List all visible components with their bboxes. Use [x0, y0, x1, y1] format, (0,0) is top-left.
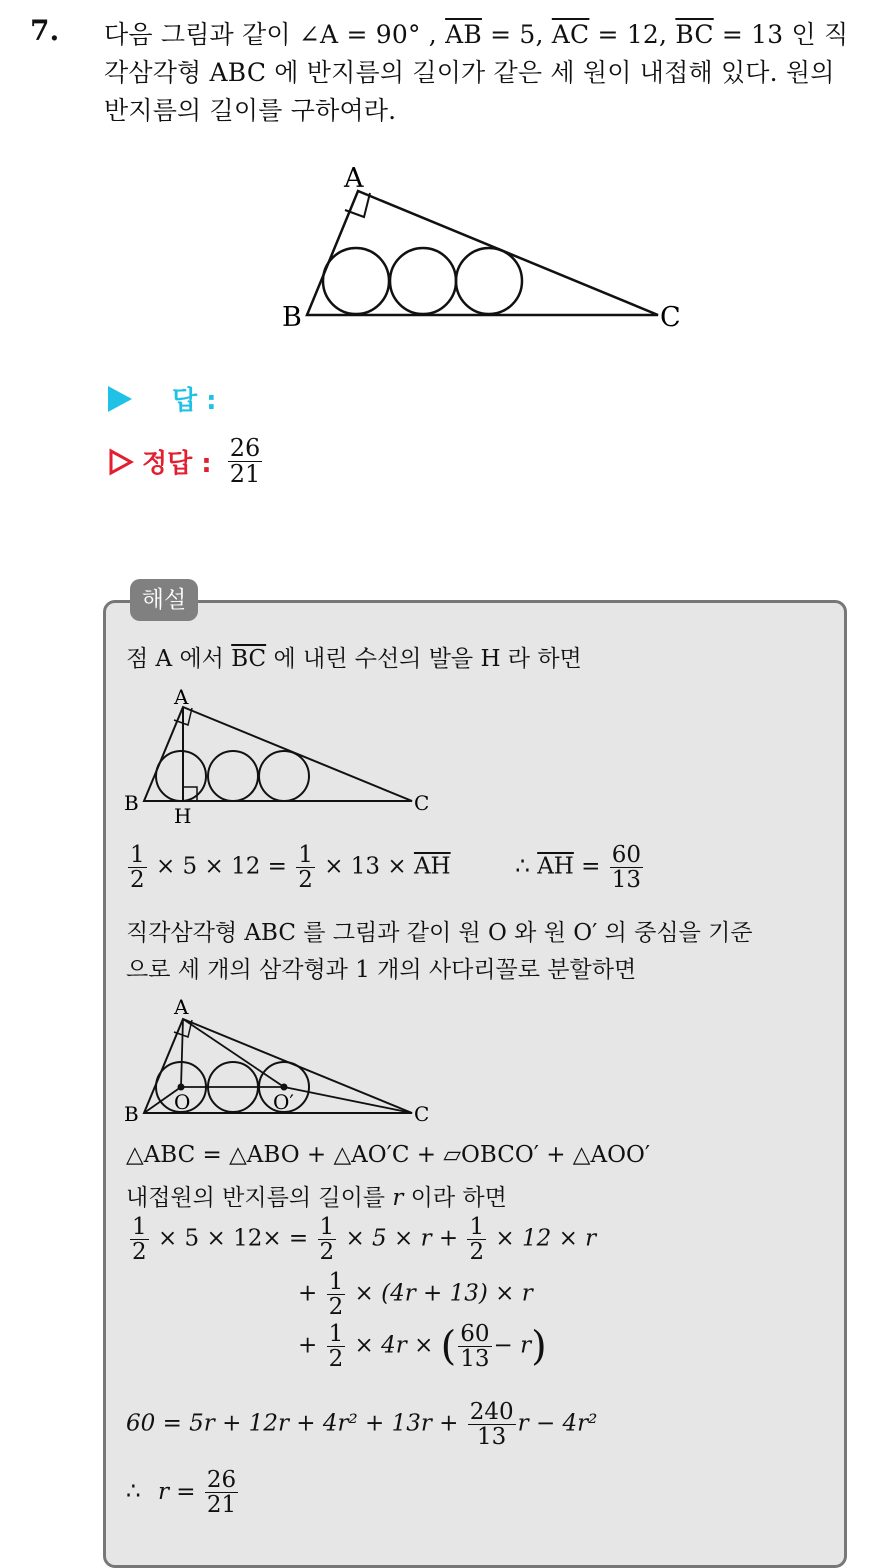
- answer-key-label: 정답 :: [142, 449, 212, 480]
- svg-text:C: C: [414, 791, 430, 815]
- label-b: B: [282, 302, 302, 333]
- svg-text:A: A: [174, 685, 189, 709]
- play-triangle-icon: [108, 386, 132, 412]
- solution-line-3: 으로 세 개의 삼각형과 1 개의 사다리꼴로 분할하면: [126, 957, 637, 983]
- equation-1: $\frac{1}{2}$ × 5 × 12 = $\frac{1}{2}$ × $13 \times \overline{AH}$ ∴ $\overline{AH}$ = $\frac{60}{13}$: [130, 842, 642, 894]
- segment-ac: $\overline{AC}$: [551, 20, 590, 49]
- solution-badge: 해설: [130, 579, 198, 621]
- solution-line-5: 내접원의 반지름의 길이를 r 이라 하면: [126, 1185, 507, 1211]
- equation-3: 60 = 5r + 12r + 4r² + 13r + $\frac{240}{13}$ r − 4r²: [126, 1399, 598, 1451]
- label-a: A: [344, 163, 364, 194]
- answer-key-fraction: $\frac{26}{21}$: [229, 434, 261, 489]
- svg-text:C: C: [414, 1102, 430, 1126]
- triangle-figure: [270, 155, 700, 345]
- segment-bc: $\overline{BC}$: [675, 20, 714, 49]
- question-line-3: 반지름의 길이를 구하여라.: [104, 96, 397, 125]
- svg-text:A: A: [174, 995, 189, 1019]
- svg-text:B: B: [124, 791, 139, 815]
- answer-label: 답 :: [172, 386, 217, 416]
- equation-2-line-1: $\frac{1}{2}$ × 5 × 12× = $\frac{1}{2}$ × 5 × r + $\frac{1}{2}$ × 12 × r: [132, 1214, 597, 1266]
- segment-ab: $\overline{AB}$: [445, 20, 482, 49]
- circle-2: [390, 248, 456, 314]
- question-number: 7.: [30, 14, 60, 47]
- answer-key-row: [108, 436, 264, 487]
- circle-1: [323, 248, 389, 314]
- solution-line-1: 점 A 에서 $\overline{BC}$ 에 내린 수선의 발을 H 라 하면: [126, 646, 582, 672]
- outline-triangle-icon: [108, 448, 134, 476]
- question-line-1: 다음 그림과 같이 ∠A = 90° , $\overline{AB} = 5$, $\overline{AC} = 12$, $\overline{BC} = 13$ 인 직: [104, 20, 849, 49]
- svg-text:B: B: [124, 1102, 139, 1126]
- solution-figure-1: [122, 683, 442, 833]
- svg-text:H: H: [174, 804, 192, 828]
- label-c: C: [660, 302, 681, 333]
- equation-2-line-2: + $\frac{1}{2}$ × (4r + 13) × r: [298, 1269, 533, 1321]
- answer-row: [108, 380, 217, 417]
- circle-3: [456, 248, 522, 314]
- area-decomposition: △ABC = △ABO + △AO′C + ▱OBCO′ + △AOO′: [126, 1142, 651, 1168]
- equation-2-line-3: + $\frac{1}{2}$ × 4r × ( $\frac{60}{13}$ − r): [298, 1321, 547, 1373]
- svg-text:O′: O′: [273, 1090, 294, 1114]
- solution-figure-2: [122, 993, 442, 1133]
- question-line-2: 각삼각형 ABC 에 반지름의 길이가 같은 세 원이 내접해 있다. 원의: [104, 58, 835, 87]
- final-answer: ∴ r = $\frac{26}{21}$: [126, 1467, 237, 1519]
- triangle-abc: [307, 191, 658, 315]
- svg-text:O: O: [174, 1090, 191, 1114]
- solution-line-2: 직각삼각형 ABC 를 그림과 같이 원 O 와 원 O′ 의 중심을 기준: [126, 920, 753, 946]
